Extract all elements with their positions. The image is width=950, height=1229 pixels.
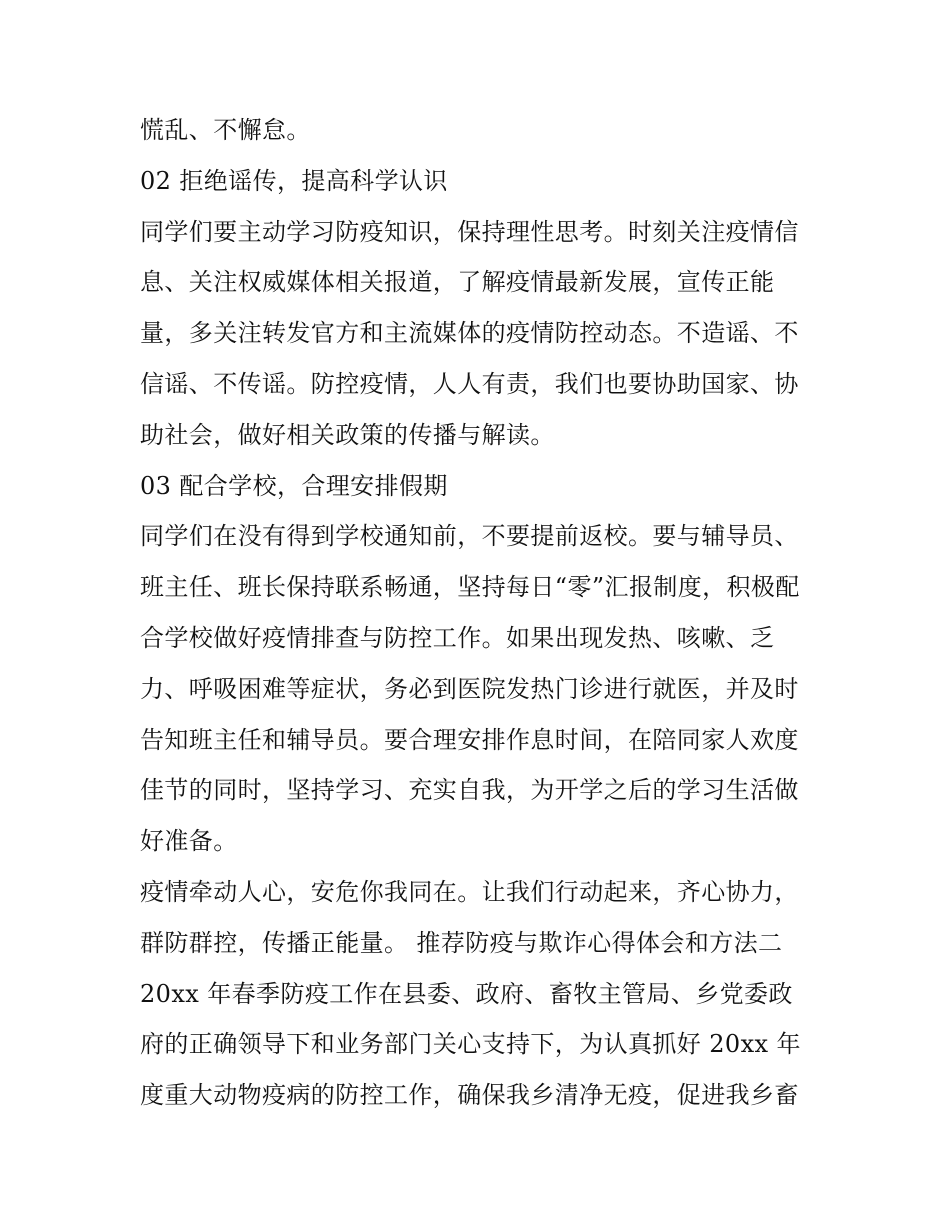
paragraph-line: 息、关注权威媒体相关报道，了解疫情最新发展，宣传正能 bbox=[140, 268, 775, 297]
paragraph-line: 群防群控，传播正能量。 推荐防疫与欺诈心得体会和方法二 bbox=[140, 928, 783, 957]
paragraph-line: 疫情牵动人心，安危你我同在。让我们行动起来，齐心协力， bbox=[140, 877, 799, 906]
paragraph-line: 力、呼吸困难等症状，务必到医院发热门诊进行就医，并及时 bbox=[140, 674, 799, 703]
paragraph-line: 20xx 年春季防疫工作在县委、政府、畜牧主管局、乡党委政 bbox=[140, 979, 793, 1008]
paragraph-line: 告知班主任和辅导员。要合理安排作息时间，在陪同家人欢度 bbox=[140, 725, 799, 754]
paragraph-line: 助社会，做好相关政策的传播与解读。 bbox=[140, 420, 555, 449]
paragraph-line: 合学校做好疫情排查与防控工作。如果出现发热、咳嗽、乏 bbox=[140, 623, 775, 652]
paragraph-line: 量，多关注转发官方和主流媒体的疫情防控动态。不造谣、不 bbox=[140, 319, 799, 348]
paragraph-line: 好准备。 bbox=[140, 827, 238, 856]
paragraph-line: 同学们在没有得到学校通知前，不要提前返校。要与辅导员、 bbox=[140, 522, 799, 551]
paragraph-line: 慌乱、不懈怠。 bbox=[140, 116, 311, 144]
paragraph-line: 度重大动物疫病的防控工作，确保我乡清净无疫，促进我乡畜 bbox=[140, 1081, 799, 1110]
section-heading: 02 拒绝谣传，提高科学认识 bbox=[140, 166, 448, 195]
paragraph-line: 府的正确领导下和业务部门关心支持下，为认真抓好 20xx 年 bbox=[140, 1030, 801, 1059]
section-heading: 03 配合学校，合理安排假期 bbox=[140, 471, 448, 500]
paragraph-line: 佳节的同时，坚持学习、充实自我，为开学之后的学习生活做 bbox=[140, 776, 799, 805]
document-body bbox=[140, 105, 820, 1121]
paragraph-line: 班主任、班长保持联系畅通，坚持每日“零”汇报制度，积极配 bbox=[140, 573, 800, 602]
paragraph-line: 信谣、不传谣。防控疫情，人人有责，我们也要协助国家、协 bbox=[140, 369, 799, 398]
paragraph-line: 同学们要主动学习防疫知识，保持理性思考。时刻关注疫情信 bbox=[140, 217, 799, 246]
